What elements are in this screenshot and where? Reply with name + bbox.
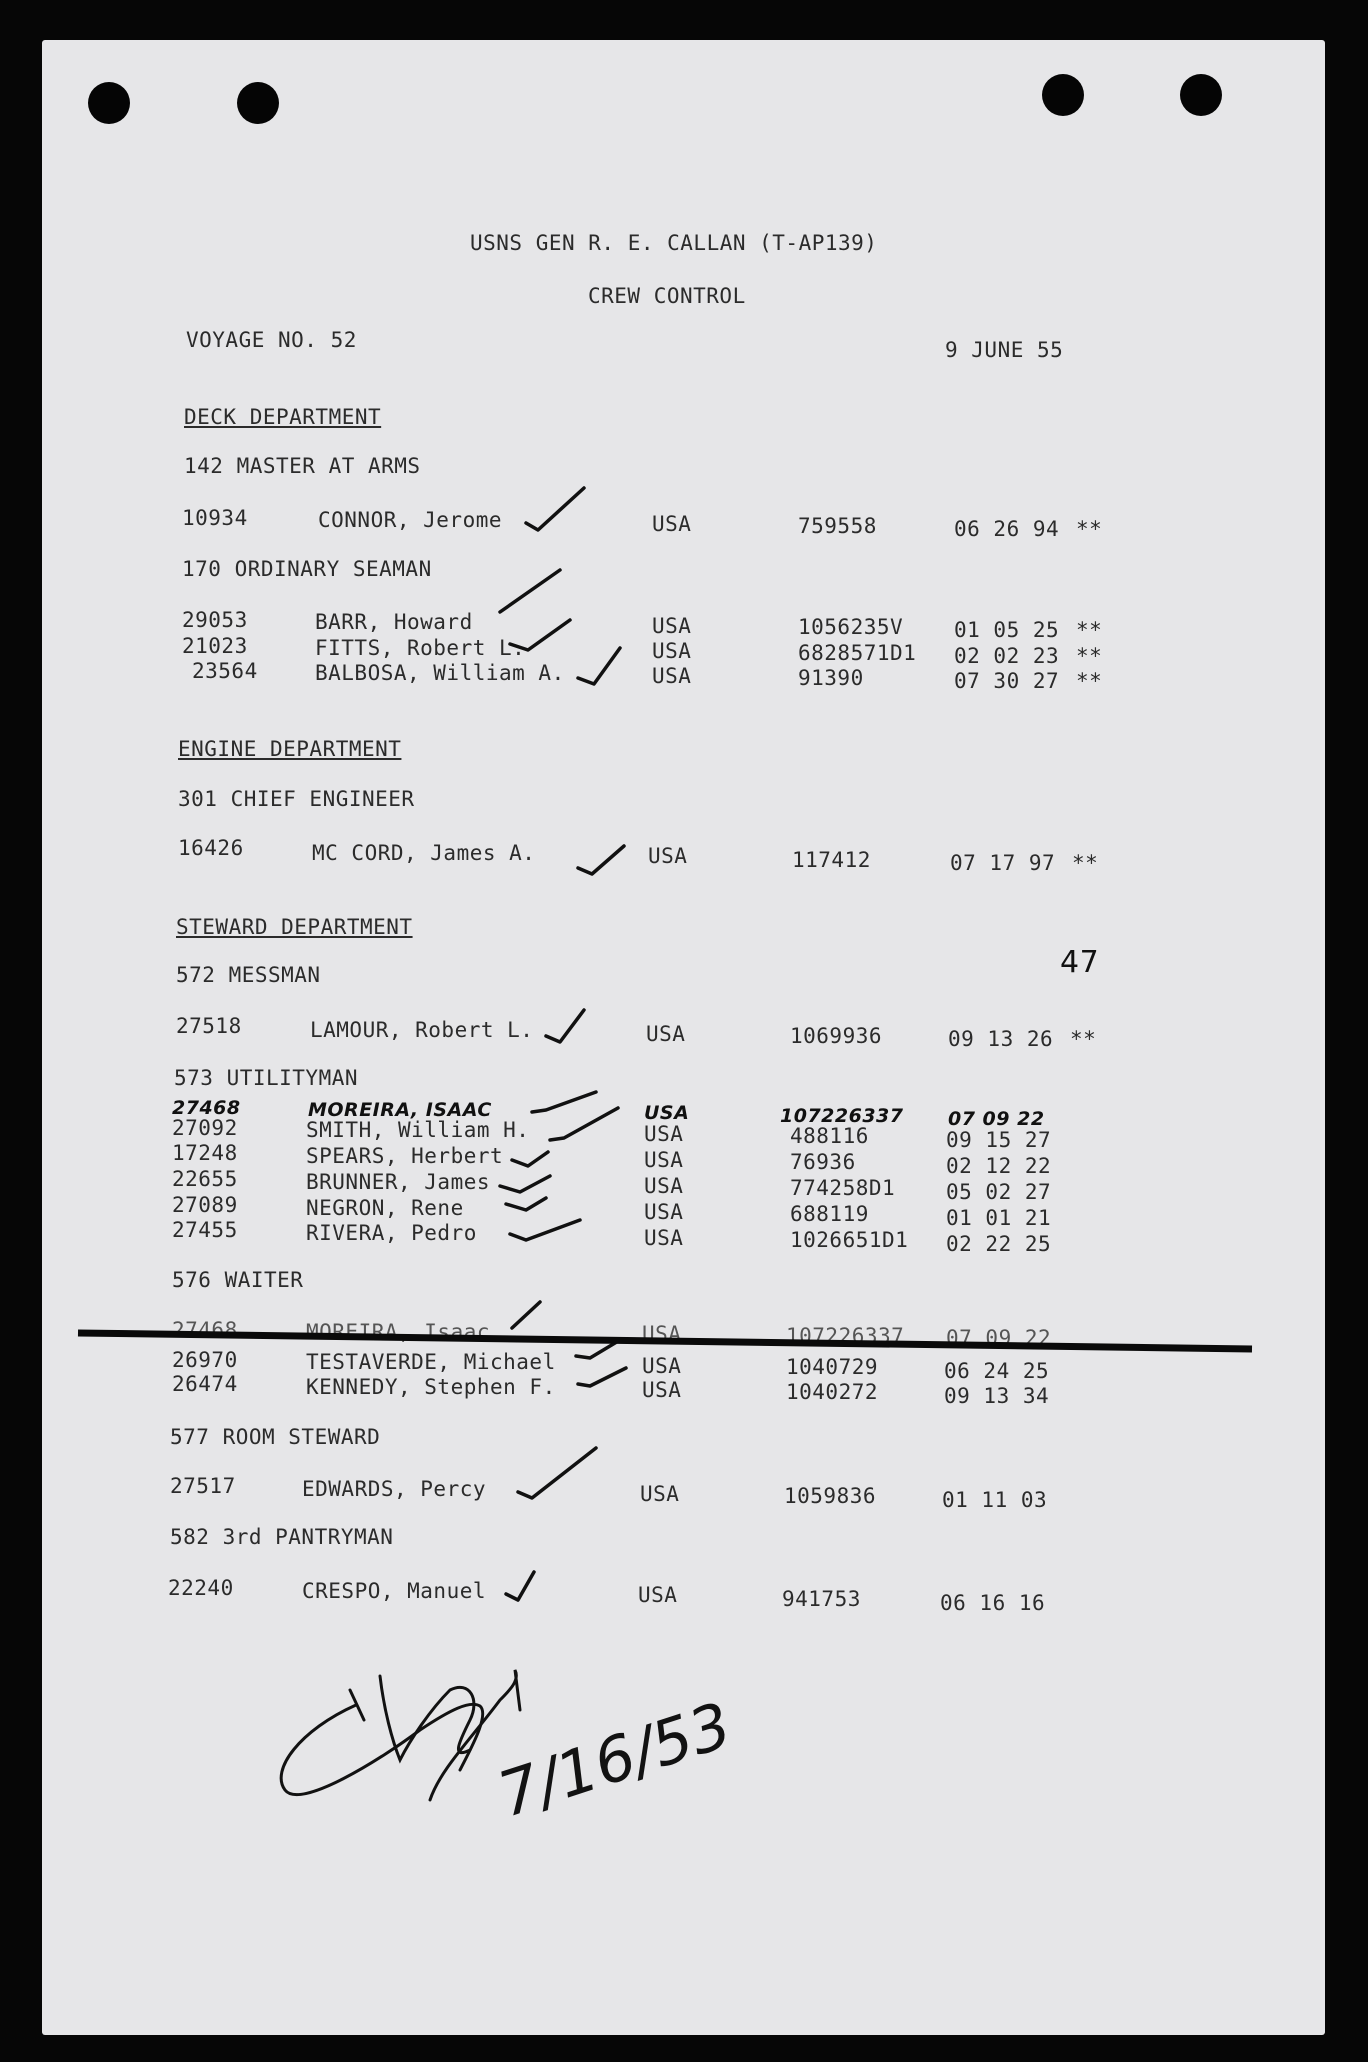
crew-dob: 06 26 94 (954, 517, 1060, 541)
crew-id: 17248 (172, 1141, 238, 1165)
checkmark-icon (500, 570, 560, 612)
handwritten-crew-dob: 07 09 22 (948, 1108, 1045, 1130)
checkmark-icon (526, 488, 584, 530)
document-title: CREW CONTROL (588, 284, 746, 308)
struck-crew-id: 27468 (172, 1318, 238, 1342)
crew-country: USA (638, 1583, 678, 1607)
crew-doc-number: 1056235V (798, 615, 904, 639)
crew-country: USA (644, 1226, 684, 1250)
crew-country: USA (644, 1122, 684, 1146)
steward-department-heading: STEWARD DEPARTMENT (176, 915, 413, 939)
crew-dob: 01 11 03 (942, 1488, 1048, 1512)
crew-name: TESTAVERDE, Michael (306, 1350, 556, 1374)
crew-id: 23564 (192, 659, 258, 683)
crew-country: USA (644, 1148, 684, 1172)
group-title: 576 WAITER (172, 1268, 304, 1292)
voyage-number: VOYAGE NO. 52 (186, 328, 357, 352)
group-title: 170 ORDINARY SEAMAN (182, 557, 432, 581)
crew-doc-number: 1026651D1 (790, 1228, 909, 1252)
crew-id: 27089 (172, 1193, 238, 1217)
checkmark-icon (578, 1368, 626, 1386)
group-title: 582 3rd PANTRYMAN (170, 1525, 394, 1549)
ship-title: USNS GEN R. E. CALLAN (T-AP139) (470, 231, 878, 255)
strike-through-line (78, 1333, 1252, 1349)
crew-doc-number: 91390 (798, 666, 864, 690)
crew-country: USA (644, 1174, 684, 1198)
crew-country: USA (652, 512, 692, 536)
crew-country: USA (646, 1022, 686, 1046)
struck-crew-dob: 07 09 22 (946, 1326, 1052, 1350)
engine-department-heading: ENGINE DEPARTMENT (178, 737, 402, 761)
crew-doc-number: 1059836 (784, 1484, 877, 1508)
deck-department-heading: DECK DEPARTMENT (184, 405, 382, 429)
crew-name: MC CORD, James A. (312, 841, 536, 865)
crew-country: USA (652, 664, 692, 688)
checkmark-icon (546, 1010, 584, 1042)
crew-id: 16426 (178, 836, 244, 860)
crew-country: USA (644, 1200, 684, 1224)
crew-mark: ** (1076, 517, 1103, 541)
group-title: 142 MASTER AT ARMS (184, 454, 421, 478)
crew-dob: 01 05 25 (954, 618, 1060, 642)
crew-name: BARR, Howard (315, 610, 473, 634)
crew-dob: 07 17 97 (950, 851, 1056, 875)
struck-crew-doc: 107226337 (786, 1324, 905, 1348)
struck-crew-name: MOREIRA, Isaac (306, 1320, 491, 1344)
checkmark-icon (512, 1302, 540, 1328)
crew-name: FITTS, Robert L. (315, 636, 526, 660)
checkmark-icon (578, 648, 620, 684)
crew-name: EDWARDS, Percy (302, 1477, 487, 1501)
crew-doc-number: 759558 (798, 514, 877, 538)
crew-dob: 02 22 25 (946, 1232, 1052, 1256)
crew-dob: 06 24 25 (944, 1359, 1050, 1383)
crew-mark: ** (1076, 618, 1103, 642)
checkmark-icon (506, 1198, 546, 1210)
crew-dob: 09 13 34 (944, 1384, 1050, 1408)
crew-id: 27518 (176, 1014, 242, 1038)
crew-id: 27517 (170, 1474, 236, 1498)
handwritten-crew-country: USA (644, 1102, 690, 1124)
crew-dob: 09 13 26 (948, 1027, 1054, 1051)
crew-dob: 06 16 16 (940, 1591, 1046, 1615)
checkmark-icon (578, 846, 624, 874)
crew-country: USA (652, 639, 692, 663)
crew-country: USA (642, 1354, 682, 1378)
crew-dob: 07 30 27 (954, 669, 1060, 693)
crew-doc-number: 1069936 (790, 1024, 883, 1048)
crew-mark: ** (1072, 851, 1099, 875)
crew-mark: ** (1076, 644, 1103, 668)
crew-mark: ** (1070, 1027, 1097, 1051)
crew-doc-number: 1040729 (786, 1355, 879, 1379)
margin-note: 47 (1060, 945, 1100, 980)
crew-id: 22655 (172, 1167, 238, 1191)
crew-name: BRUNNER, James (306, 1170, 491, 1194)
crew-dob: 02 12 22 (946, 1154, 1052, 1178)
crew-name: NEGRON, Rene (306, 1196, 464, 1220)
checkmark-icon (506, 1572, 534, 1600)
crew-doc-number: 6828571D1 (798, 641, 917, 665)
checkmark-icon (532, 1092, 596, 1112)
crew-dob: 05 02 27 (946, 1180, 1052, 1204)
crew-country: USA (648, 844, 688, 868)
crew-doc-number: 688119 (790, 1202, 869, 1226)
signature-date: 7/16/53 (489, 1688, 740, 1832)
crew-name: CONNOR, Jerome (318, 508, 503, 532)
crew-name: SPEARS, Herbert (306, 1144, 504, 1168)
crew-name: BALBOSA, William A. (315, 661, 565, 685)
checkmark-icon (518, 1448, 596, 1498)
crew-doc-number: 488116 (790, 1124, 869, 1148)
checkmark-icon (510, 1220, 580, 1240)
crew-country: USA (640, 1482, 680, 1506)
handwritten-crew-name: MOREIRA, ISAAC (308, 1099, 492, 1121)
crew-id: 22240 (168, 1576, 234, 1600)
checkmark-icon (512, 1152, 548, 1166)
group-title: 301 CHIEF ENGINEER (178, 787, 415, 811)
crew-dob: 02 02 23 (954, 644, 1060, 668)
checkmark-icon (500, 1176, 550, 1192)
handwritten-crew-id: 27468 (172, 1097, 241, 1119)
crew-name: CRESPO, Manuel (302, 1579, 487, 1603)
crew-id: 27092 (172, 1116, 238, 1140)
crew-dob: 01 01 21 (946, 1206, 1052, 1230)
handwritten-crew-doc: 107226337 (780, 1105, 904, 1127)
crew-id: 26970 (172, 1348, 238, 1372)
crew-id: 26474 (172, 1372, 238, 1396)
crew-country: USA (642, 1378, 682, 1402)
group-title: 577 ROOM STEWARD (170, 1425, 381, 1449)
crew-country: USA (652, 614, 692, 638)
crew-id: 21023 (182, 634, 248, 658)
signature-icon (281, 1670, 520, 1800)
crew-name: SMITH, William H. (306, 1118, 530, 1142)
crew-mark: ** (1076, 669, 1103, 693)
crew-doc-number: 941753 (782, 1587, 861, 1611)
crew-doc-number: 76936 (790, 1150, 856, 1174)
crew-name: LAMOUR, Robert L. (310, 1018, 534, 1042)
crew-doc-number: 1040272 (786, 1380, 879, 1404)
crew-name: RIVERA, Pedro (306, 1221, 477, 1245)
checkmark-icon (510, 620, 570, 650)
group-title: 573 UTILITYMAN (174, 1066, 359, 1090)
crew-id: 10934 (182, 506, 248, 530)
checkmark-icon (550, 1108, 618, 1140)
crew-doc-number: 774258D1 (790, 1176, 896, 1200)
crew-doc-number: 117412 (792, 848, 871, 872)
crew-id: 29053 (182, 608, 248, 632)
document-date: 9 JUNE 55 (945, 338, 1064, 362)
crew-id: 27455 (172, 1218, 238, 1242)
struck-crew-country: USA (642, 1322, 682, 1346)
crew-name: KENNEDY, Stephen F. (306, 1375, 556, 1399)
crew-dob: 09 15 27 (946, 1128, 1052, 1152)
group-title: 572 MESSMAN (176, 963, 321, 987)
